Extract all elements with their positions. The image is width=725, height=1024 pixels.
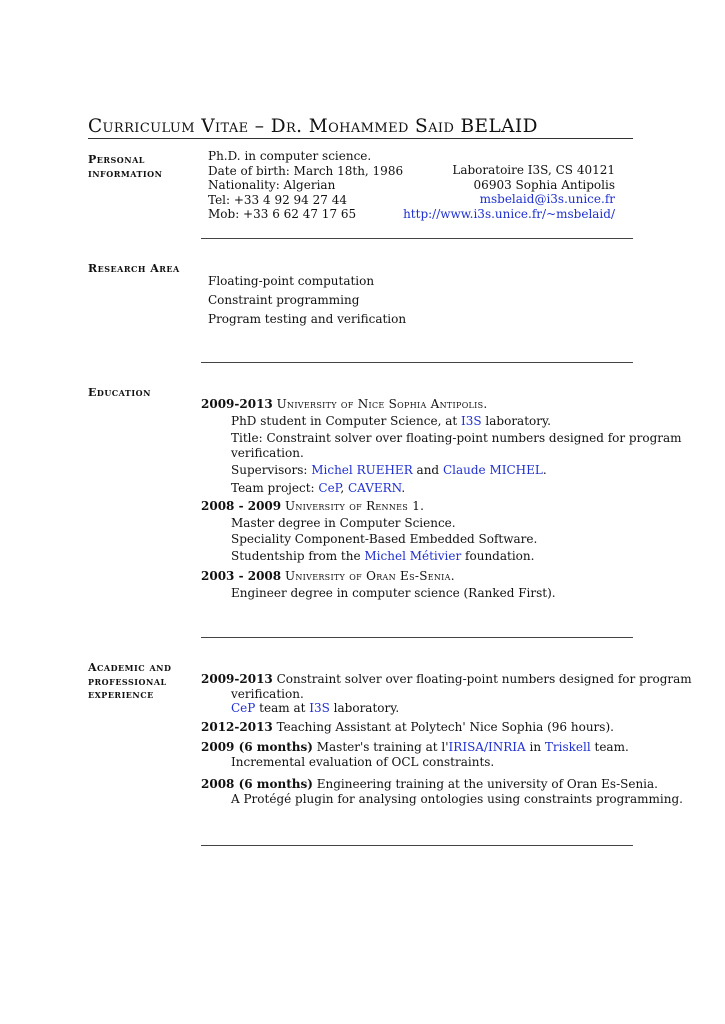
cep-link[interactable]: CeP [231,701,256,715]
thesis-title-text-cont: verification. [231,445,304,460]
research-item: Floating-point computation [208,274,375,288]
section-divider [201,238,633,239]
section-label-experience: Academic and professional experience [88,661,172,701]
title-divider [88,138,633,139]
address-line-2: 06903 Sophia Antipolis [473,177,615,192]
experience-entry: 2009-2013 Constraint solver over floating-point numbers designed for program verification. CeP team at I3S laboratory. [201,672,692,715]
entry-date: 2003 - 2008 [201,569,282,583]
section-label-personal [88,153,188,180]
education-entry: 2003 - 2008 University of Oran Es-Senia. Engineer degree in computer science (Ranked First). [201,569,556,600]
triskell-link[interactable]: Triskell [544,740,591,754]
nationality-text: Nationality: Algerian [208,178,336,192]
i3s-link[interactable]: I3S [309,701,330,715]
research-list [208,272,406,329]
page-title: Curriculum Vitae – Dr. Mohammed Said BELAID [88,116,538,137]
section-label-education: Education [88,386,151,399]
entry-date: 2012-2013 [201,720,273,734]
cavern-link[interactable]: CAVERN [347,480,402,495]
website-link[interactable]: http://www.i3s.unice.fr/~msbelaid/ [403,206,615,221]
degree-text: Ph.D. in computer science. [208,149,372,163]
entry-date: 2009-2013 [201,672,273,686]
birth-date-text: Date of birth: March 18th, 1986 [208,163,404,178]
label-line: information [88,166,163,180]
entry-date: 2009-2013 [201,397,273,411]
personal-details [208,149,403,222]
label-line: Personal [88,153,145,166]
supervisor-link[interactable]: Michel RUEHER [311,463,413,477]
experience-entry: 2009 (6 months) Master's training at l'IRISA/INRIA in Triskell team. Incremental evaluation of OCL constraints. [201,740,629,769]
supervisor-link[interactable]: Claude MICHEL [442,463,543,477]
address-line-1: Laboratoire I3S, CS 40121 [452,163,615,177]
entry-institution: University of Rennes 1. [284,499,425,513]
section-divider [201,362,633,363]
foundation-link[interactable]: Michel Métivier [364,548,462,563]
entry-date: 2009 (6 months) [201,740,313,754]
cep-link[interactable]: CeP [318,480,341,495]
entry-date: 2008 - 2009 [201,499,282,513]
i3s-link[interactable]: I3S [461,413,482,428]
phone-text: Tel: +33 4 92 94 27 44 [208,192,347,207]
email-link[interactable]: msbelaid@i3s.unice.fr [479,192,615,206]
experience-entry: 2008 (6 months) Engineering training at the university of Oran Es-Senia. A Protégé plugin for analysing ontologies using constraints programming. [201,777,683,806]
education-entry: 2009-2013 University of Nice Sophia Antipolis. PhD student in Computer Science, at I3S laboratory. Title: Constraint solver over floating-point numbers designed for program verification. Supervisors: Michel RUEHER and Claude MICHEL. Team project: CeP, CAVERN. [201,397,682,495]
contact-details [400,163,615,221]
entry-institution: University of Nice Sophia Antipolis. [276,397,488,411]
entry-institution: University of Oran Es-Senia. [284,569,455,583]
irisa-inria-link[interactable]: IRISA/INRIA [448,740,526,754]
section-label-research: Research Area [88,262,180,275]
section-divider [201,637,633,638]
thesis-title-text: Title: Constraint solver over floating-point numbers designed for program [231,431,682,445]
experience-entry: 2012-2013 Teaching Assistant at Polytech' Nice Sophia (96 hours). [201,720,614,734]
entry-date: 2008 (6 months) [201,777,313,791]
mobile-text: Mob: +33 6 62 47 17 65 [208,207,357,221]
section-divider [201,845,633,846]
education-entry: 2008 - 2009 University of Rennes 1. Master degree in Computer Science. Speciality Component-Based Embedded Software. Studentship from the Michel Métivier foundation. [201,499,538,563]
research-item: Constraint programming [208,293,360,307]
research-item: Program testing and verification [208,312,407,326]
